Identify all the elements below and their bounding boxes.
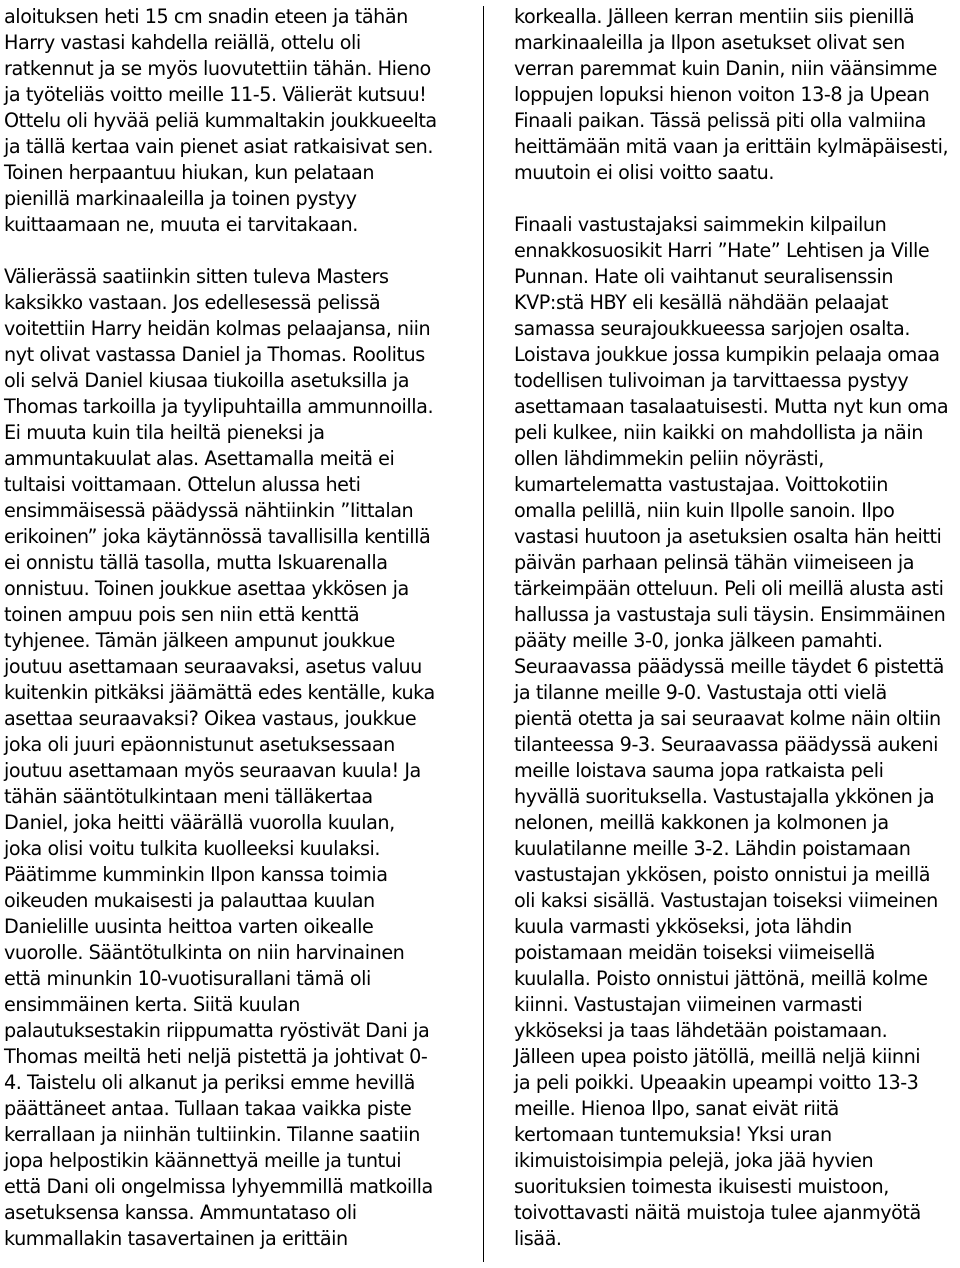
text-line: KVP:stä HBY eli kesällä nähdään pelaajat <box>514 291 889 314</box>
text-line: Daniel, joka heitti väärällä vuorolla kuulan, <box>4 811 395 834</box>
text-line: asettamaan tasalaatuisesti. Mutta nyt kun oma <box>514 395 949 418</box>
left-text-column <box>4 4 469 1252</box>
text-line: Finaali paikan. Tässä pelissä piti olla valmiina <box>514 109 926 132</box>
text-line: heittämään mitä vaan ja erittäin kylmäpäisesti, <box>514 135 949 158</box>
text-line: muutoin ei olisi voitto saatu. <box>514 161 775 184</box>
text-line: joutuu asettamaan myös seuraavan kuula! Ja <box>4 759 421 782</box>
text-line: meille loistava sauma jopa ratkaista peli <box>514 759 884 782</box>
text-line: ei onnistu tällä tasolla, mutta Iskuarenalla <box>4 551 388 574</box>
text-line: peli kulkee, niin kaikki on mahdollista ja näin <box>514 421 923 444</box>
text-line: jopa helpostikin käännettyä meille ja tuntui <box>4 1149 402 1172</box>
text-line: toivottavasti näitä muistoja tulee ajanmyötä <box>514 1201 921 1224</box>
text-line: oikeuden mukaisesti ja palauttaa kuulan <box>4 889 375 912</box>
text-line: pääty meille 3-0, jonka jälkeen pamahti. <box>514 629 883 652</box>
text-line: ensimmäinen kerta. Siitä kuulan <box>4 993 300 1016</box>
text-line: vastasi huutoon ja asetuksien osalta hän heitti <box>514 525 942 548</box>
text-line: tilanteessa 9-3. Seuraavassa päädyssä aukeni <box>514 733 939 756</box>
text-line: joka oli juuri epäonnistunut asetuksessaan <box>4 733 395 756</box>
column-divider <box>483 6 484 1262</box>
text-line: ennakkosuosikit Harri ”Hate” Lehtisen ja Ville <box>514 239 930 262</box>
text-line: erikoinen” joka käytännössä tavallisilla kentillä <box>4 525 431 548</box>
text-line: samassa seurajoukkueessa sarjojen osalta. <box>514 317 911 340</box>
text-line: ja tällä kertaa vain pienet asiat ratkaisivat sen. <box>4 135 433 158</box>
text-line: Loistava joukkue jossa kumpikin pelaaja omaa <box>514 343 940 366</box>
text-line: aloituksen heti 15 cm snadin eteen ja tähän <box>4 5 408 28</box>
text-line: ykköseksi ja taas lähdetään poistamaan. <box>514 1019 888 1042</box>
text-line: pientä otetta ja sai seuraavat kolme näin oltiin <box>514 707 941 730</box>
text-line: asetuksensa kanssa. Ammuntataso oli <box>4 1201 357 1224</box>
text-line: joutuu asettamaan seuraavaksi, asetus valuu <box>4 655 422 678</box>
text-line: tyhjenee. Tämän jälkeen ampunut joukkue <box>4 629 395 652</box>
right-text-column <box>514 4 956 1252</box>
text-line: ensimmäisessä päädyssä nähtiinkin ”Iittalan <box>4 499 414 522</box>
text-line: Danielille uusinta heittoa varten oikealle <box>4 915 374 938</box>
text-line: korkealla. Jälleen kerran mentiin siis pienillä <box>514 5 915 28</box>
text-line: pienillä markinaaleilla ja toinen pystyy <box>4 187 357 210</box>
text-line: hallussa ja vastustaja suli täysin. Ensimmäinen <box>514 603 946 626</box>
text-line: ratkennut ja se myös luovutettiin tähän. Hieno <box>4 57 431 80</box>
text-line: ja peli poikki. Upeaakin upeampi voitto 13-3 <box>514 1071 919 1094</box>
text-line: Ottelu oli hyvää peliä kummaltakin joukkueelta <box>4 109 437 132</box>
text-line: lisää. <box>514 1227 562 1250</box>
text-line: todellisen tulivoiman ja tarvittaessa pystyy <box>514 369 909 392</box>
paragraph-gap <box>514 186 956 212</box>
text-line: suorituksien toimesta ikuisesti muistoon, <box>514 1175 889 1198</box>
text-line: Punnan. Hate oli vaihtanut seuralisenssin <box>514 265 894 288</box>
text-line: Toinen herpaantuu hiukan, kun pelataan <box>4 161 375 184</box>
text-line: päivän parhaan pelinsä tähän viimeiseen ja <box>514 551 915 574</box>
text-line: loppujen lopuksi hienon voiton 13-8 ja Upean <box>514 83 930 106</box>
text-line: Thomas meiltä heti neljä pistettä ja johtivat 0- <box>4 1045 428 1068</box>
text-line: Finaali vastustajaksi saimmekin kilpailun <box>514 213 887 236</box>
text-line: Thomas tarkoilla ja tyylipuhtailla ammunnoilla. <box>4 395 434 418</box>
text-line: kummallakin tasavertainen ja erittäin <box>4 1227 348 1250</box>
text-line: omalla pelillä, niin kuin Ilpolle sanoin. Ilpo <box>514 499 895 522</box>
text-line: että minunkin 10-vuotisurallani tämä oli <box>4 967 371 990</box>
text-line: Välierässä saatiinkin sitten tuleva Masters <box>4 265 389 288</box>
text-line: kuittaamaan ne, muuta ei tarvitakaan. <box>4 213 358 236</box>
text-line: kumartelematta vastustajaa. Voittokotiin <box>514 473 888 496</box>
text-line: tähän sääntötulkintaan meni tälläkertaa <box>4 785 373 808</box>
text-line: palautuksestakin riippumatta ryöstivät Dani ja <box>4 1019 430 1042</box>
text-line: kaksikko vastaan. Jos edellesessä pelissä <box>4 291 381 314</box>
text-line: poistamaan meidän toiseksi viimeisellä <box>514 941 875 964</box>
text-line: ikimuistoisimpia pelejä, joka jää hyvien <box>514 1149 874 1172</box>
text-line: markinaaleilla ja Ilpon asetukset olivat sen <box>514 31 905 54</box>
text-line: asettaa seuraavaksi? Oikea vastaus, joukkue <box>4 707 417 730</box>
text-line: oli kaksi sisällä. Vastustajan toiseksi viimeinen <box>514 889 938 912</box>
text-line: ja työteliäs voitto meille 11-5. Välierät kutsuu! <box>4 83 427 106</box>
text-line: Harry vastasi kahdella reiällä, ottelu oli <box>4 31 361 54</box>
text-line: kuula varmasti ykköseksi, jota lähdin <box>514 915 852 938</box>
text-line: Päätimme kumminkin Ilpon kanssa toimia <box>4 863 388 886</box>
text-line: ammuntakuulat alas. Asettamalla meitä ei <box>4 447 395 470</box>
text-line: Jälleen upea poisto jätöllä, meillä neljä kiinni <box>514 1045 921 1068</box>
text-line: 4. Taistelu oli alkanut ja periksi emme hevillä <box>4 1071 415 1094</box>
text-line: Ei muuta kuin tila heiltä pieneksi ja <box>4 421 325 444</box>
text-line: tärkeimpään otteluun. Peli oli meillä alusta asti <box>514 577 944 600</box>
text-line: kuulalla. Poisto onnistui jättönä, meillä kolme <box>514 967 928 990</box>
text-line: Seuraavassa päädyssä meille täydet 6 pistettä <box>514 655 944 678</box>
text-line: meille. Hienoa Ilpo, sanat eivät riitä <box>514 1097 839 1120</box>
text-line: kuulatilanne meille 3-2. Lähdin poistamaan <box>514 837 911 860</box>
text-line: joka olisi voitu tulkita kuolleeksi kuulaksi. <box>4 837 381 860</box>
text-line: toinen ampuu pois sen niin että kenttä <box>4 603 360 626</box>
text-line: vuorolle. Sääntötulkinta on niin harvinainen <box>4 941 405 964</box>
text-line: nyt olivat vastassa Daniel ja Thomas. Roolitus <box>4 343 425 366</box>
text-line: että Dani oli ongelmissa lyhyemmillä matkoilla <box>4 1175 433 1198</box>
text-line: onnistuu. Toinen joukkue asettaa ykkösen ja <box>4 577 409 600</box>
text-line: kiinni. Vastustajan viimeinen varmasti <box>514 993 863 1016</box>
text-line: oli selvä Daniel kiusaa tiukoilla asetuksilla ja <box>4 369 410 392</box>
text-line: ja tilanne meille 9-0. Vastustaja otti vielä <box>514 681 887 704</box>
text-line: voitettiin Harry heidän kolmas pelaajansa, niin <box>4 317 431 340</box>
paragraph-gap <box>4 238 469 264</box>
text-line: kuitenkin pitkäksi jäämättä edes kentälle, kuka <box>4 681 435 704</box>
text-line: hyvällä suorituksella. Vastustajalla ykkönen ja <box>514 785 935 808</box>
text-line: vastustajan ykkösen, poisto onnistui ja meillä <box>514 863 931 886</box>
text-line: tultaisi voittamaan. Ottelun alussa heti <box>4 473 361 496</box>
text-line: nelonen, meillä kakkonen ja kolmonen ja <box>514 811 889 834</box>
text-line: kertomaan tuntemuksia! Yksi uran <box>514 1123 832 1146</box>
text-line: kerrallaan ja niinhän tultiinkin. Tilanne saatiin <box>4 1123 420 1146</box>
text-line: ollen lähdimmekin peliin nöyrästi, <box>514 447 824 470</box>
text-line: verran paremmat kuin Danin, niin väänsimme <box>514 57 937 80</box>
text-line: päättäneet antaa. Tullaan takaa vaikka piste <box>4 1097 412 1120</box>
